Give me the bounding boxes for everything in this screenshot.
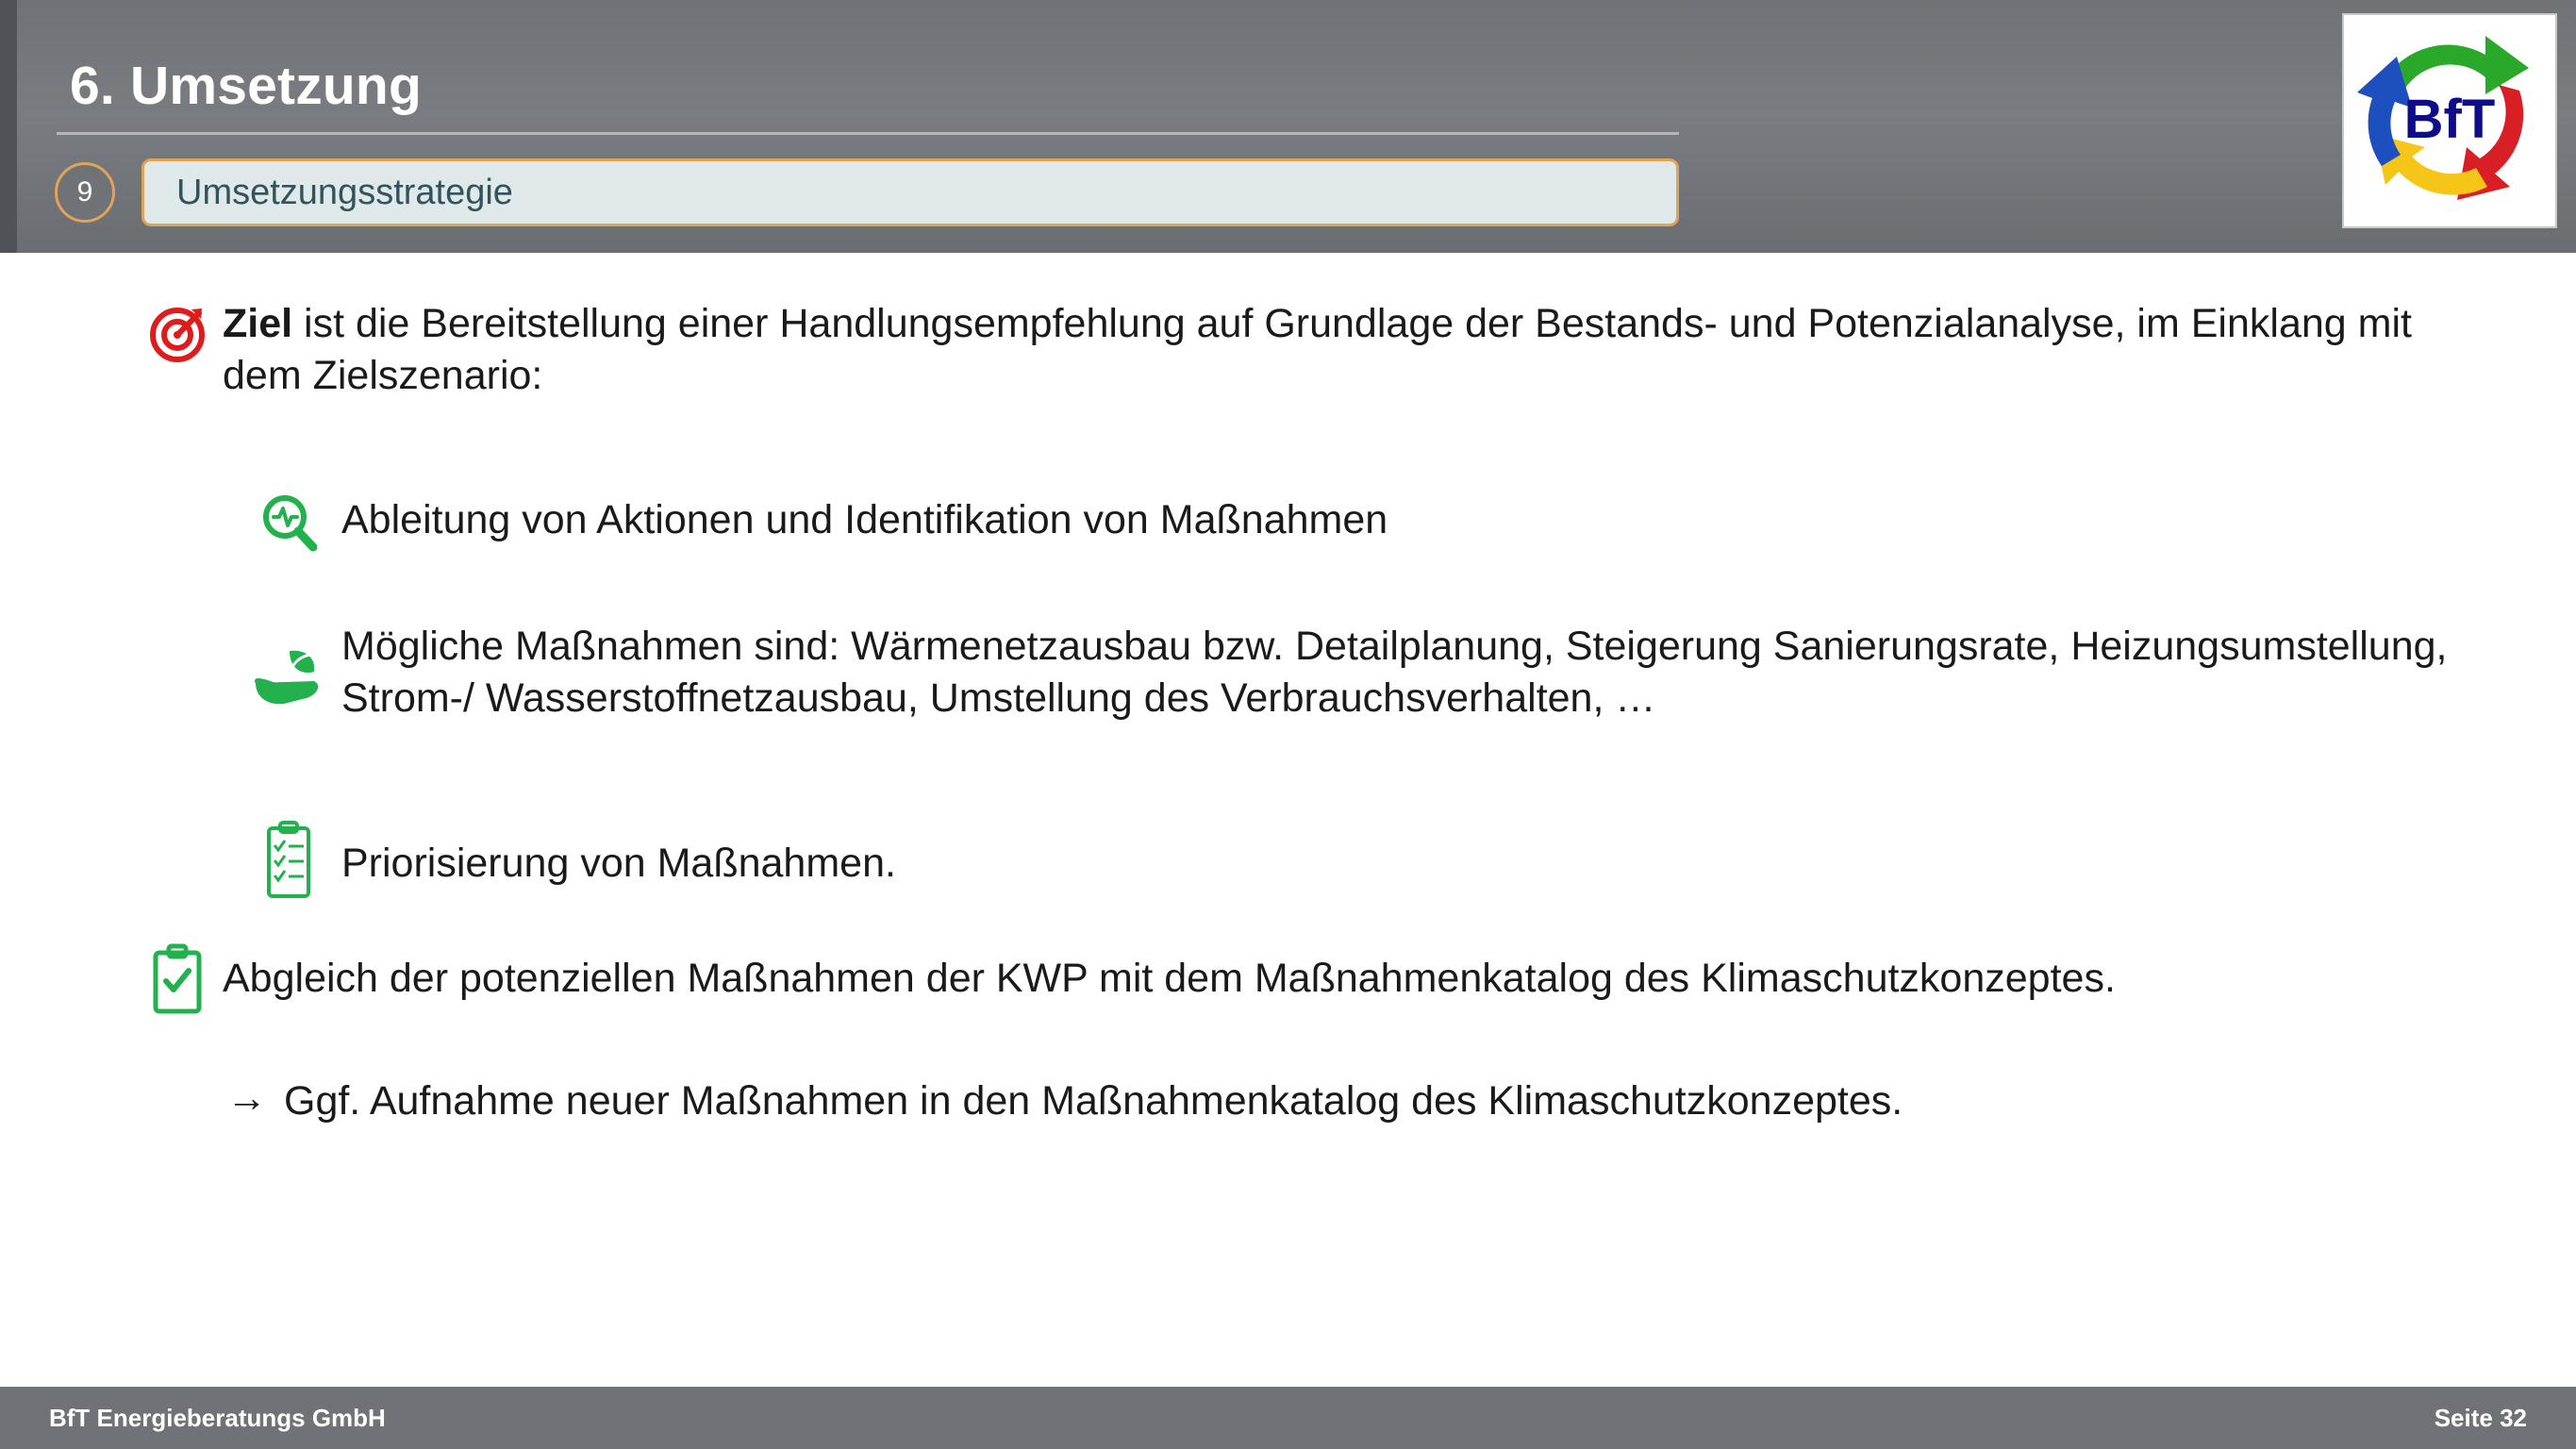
subtitle-bar <box>141 158 1679 226</box>
ableitung-text: Ableitung von Aktionen und Identifikation von Maßnahmen <box>341 497 1388 542</box>
arrow-right-icon: → <box>226 1075 267 1121</box>
svg-text:BfT: BfT <box>2403 89 2496 150</box>
target-icon <box>132 304 223 362</box>
slide-header <box>0 0 2576 253</box>
footer-page-number: Seite 32 <box>2434 1403 2527 1432</box>
slide-footer <box>0 1387 2576 1449</box>
bullet-priorisierung <box>236 838 2500 904</box>
ziel-text <box>223 298 2486 402</box>
subtitle-text: Umsetzungsstrategie <box>176 172 513 212</box>
ziel-lead: Ziel <box>223 301 293 346</box>
bullet-ableitung <box>236 494 2500 558</box>
bft-logo <box>2342 13 2557 228</box>
magnifier-pulse-icon <box>236 491 341 558</box>
bft-logo-icon <box>2344 15 2551 223</box>
bullet-ggf <box>226 1075 2490 1127</box>
step-number-badge: 9 <box>55 162 115 223</box>
footer-company: BfT Energieberatungs GmbH <box>49 1403 386 1432</box>
bullet-massnahmen <box>236 621 2500 724</box>
bullet-abgleich <box>132 953 2509 1023</box>
ziel-body: ist die Bereitstellung einer Handlungsempfehlung auf Grundlage der Bestands- und Potenzialanalyse, im Einklang mit dem Zielszenario: <box>223 301 2412 399</box>
ggf-text: Ggf. Aufnahme neuer Maßnahmen in den Maßnahmenkatalog des Klimaschutzkonzeptes. <box>284 1078 1903 1124</box>
abgleich-text: Abgleich der potenziellen Maßnahmen der KWP mit dem Maßnahmenkatalog des Klimaschutzkonzeptes. <box>223 956 2116 1001</box>
header-left-accent <box>0 0 17 253</box>
massnahmen-text: Mögliche Maßnahmen sind: Wärmenetzausbau bzw. Detailplanung, Steigerung Sanierungsrate, Heizungsumstellung, Strom-/ Wasserstoffnetzausbau, Umstellung des Verbrauchsverhalten, … <box>341 624 2448 722</box>
hand-leaf-icon <box>236 643 341 711</box>
checklist-icon <box>236 821 341 904</box>
priorisierung-text: Priorisierung von Maßnahmen. <box>341 841 896 886</box>
title-underline <box>57 132 1679 135</box>
bullet-ziel <box>132 298 2509 402</box>
clipboard-check-icon <box>132 943 223 1023</box>
slide-content <box>0 253 2576 1413</box>
page-title: 6. Umsetzung <box>70 56 422 116</box>
